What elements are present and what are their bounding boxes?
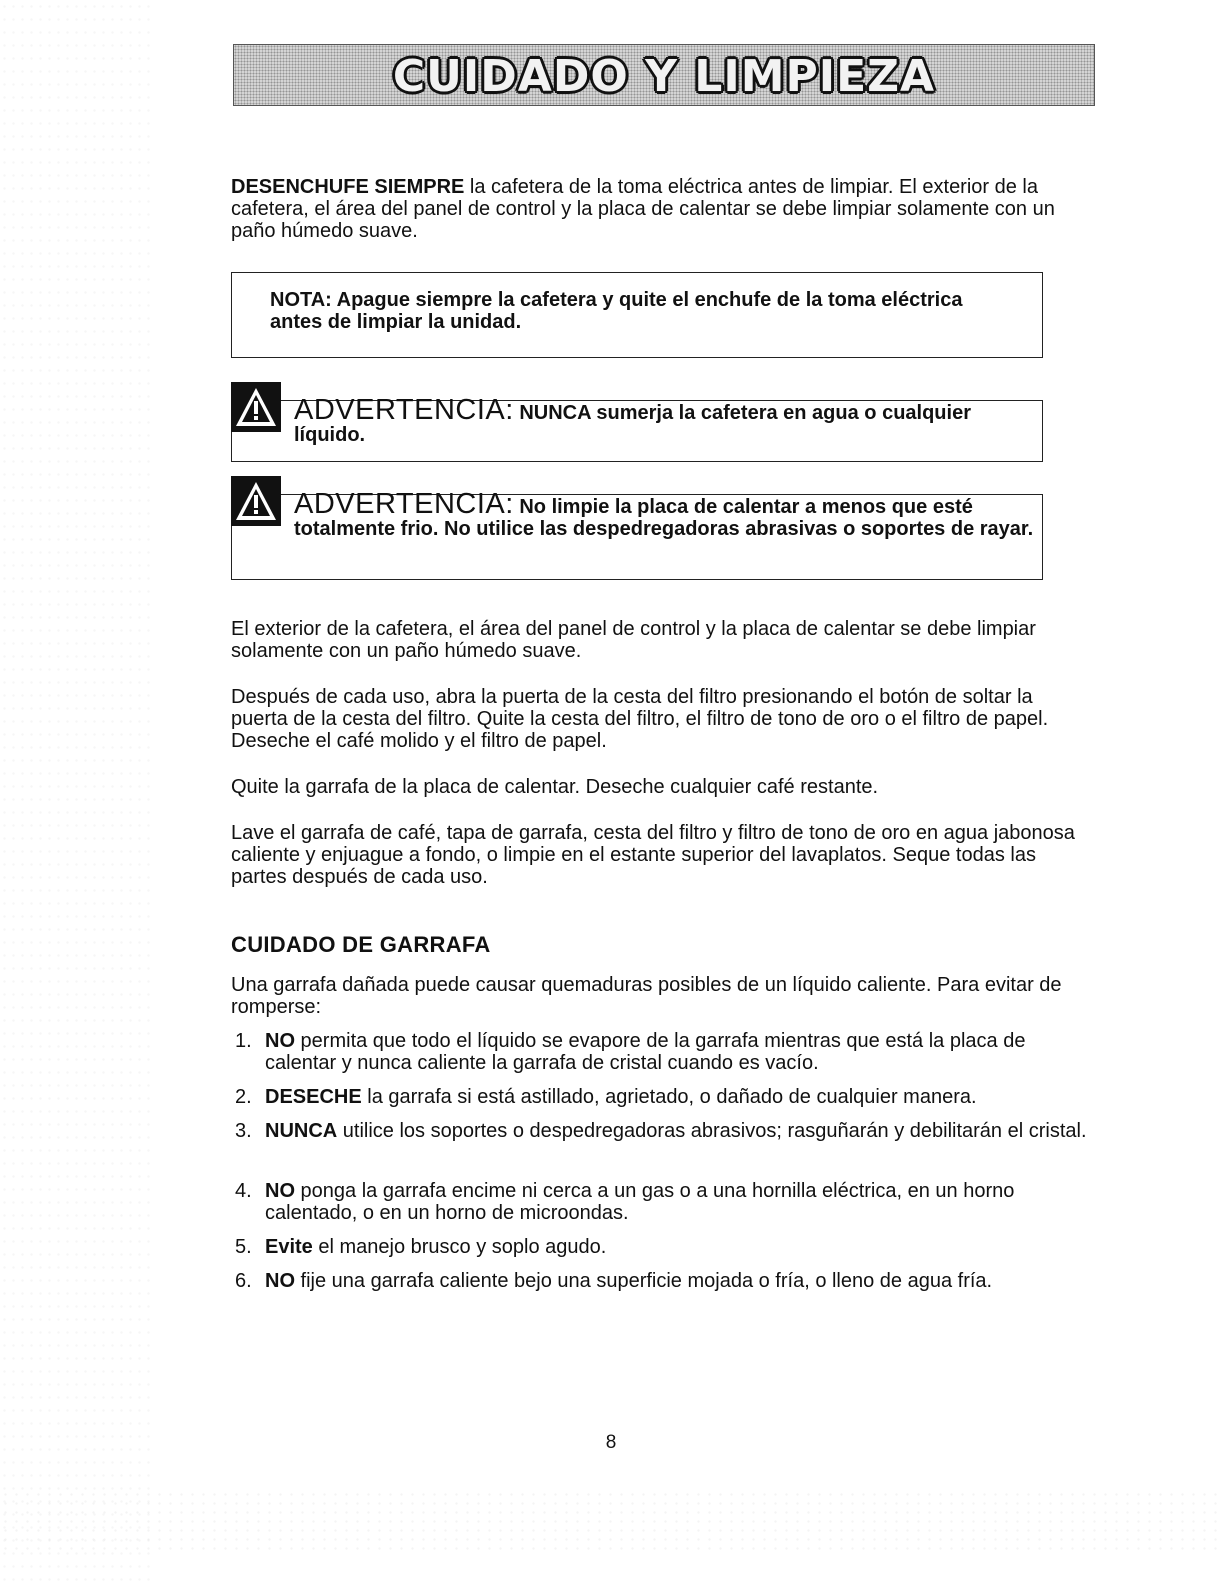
note-text: NOTA: Apague siempre la cafetera y quite el enchufe de la toma eléctrica antes de limpiar la unidad. bbox=[270, 289, 963, 333]
list-body-text: utilice los soportes o despedregadoras abrasivos; rasguñarán y debilitarán el cristal. bbox=[337, 1120, 1087, 1142]
note-box bbox=[231, 272, 1043, 358]
list-body-text: permita que todo el líquido se evapore de la garrafa mientras que está la placa de calentar y nunca caliente la garrafa de cristal cuando es vacío. bbox=[265, 1030, 1026, 1074]
warning-triangle-icon bbox=[231, 476, 281, 526]
warning-box-2 bbox=[231, 488, 1043, 580]
remove-carafe-paragraph: Quite la garrafa de la placa de calentar. Deseche cualquier café restante. bbox=[231, 776, 879, 798]
warning-body-2: No limpie la placa de calentar a menos que esté totalmente frio. No utilice las despedregadoras abrasivas o soportes de rayar. bbox=[294, 496, 1034, 540]
warning-label-2: ADVERTENCIA: bbox=[294, 488, 514, 520]
intro-paragraph bbox=[231, 176, 1081, 242]
warning-box-1 bbox=[231, 394, 1043, 462]
title-banner bbox=[233, 44, 1095, 106]
list-text bbox=[265, 1030, 1091, 1074]
list-lead: NO bbox=[265, 1180, 295, 1202]
list-text bbox=[265, 1236, 1091, 1258]
after-use-paragraph: Después de cada uso, abra la puerta de la cesta del filtro presionando el botón de soltar la puerta de la cesta del filtro. Quite la cesta del filtro, el filtro de tono de oro o el filtro de papel. Deseche el café molido y el filtro de papel. bbox=[231, 686, 1049, 752]
list-lead: Evite bbox=[265, 1236, 313, 1258]
list-body-text: fije una garrafa caliente bejo una superficie mojada o fría, o lleno de agua fría. bbox=[295, 1270, 993, 1292]
wash-paragraph: Lave el garrafa de café, tapa de garrafa, cesta del filtro y filtro de tono de oro en agua jabonosa caliente y enjuague a fondo, o limpie en el estante superior del lavaplatos. Seque todas las partes después de cada uso. bbox=[231, 822, 1075, 888]
list-lead: NUNCA bbox=[265, 1120, 338, 1142]
intro-lead: DESENCHUFE SIEMPRE bbox=[231, 176, 465, 198]
list-number: 4. bbox=[235, 1180, 252, 1202]
list-body-text: ponga la garrafa encime ni cerca a un gas o a una hornilla eléctrica, en un horno calentado, o en un horno de microondas. bbox=[265, 1180, 1015, 1224]
list-lead: NO bbox=[265, 1270, 295, 1292]
list-number: 6. bbox=[235, 1270, 252, 1292]
exterior-paragraph: El exterior de la cafetera, el área del panel de control y la placa de calentar se debe limpiar solamente con un paño húmedo suave. bbox=[231, 618, 1036, 662]
list-number: 1. bbox=[235, 1030, 252, 1052]
garrafa-intro: Una garrafa dañada puede causar quemaduras posibles de un líquido caliente. Para evitar de romperse: bbox=[231, 974, 1062, 1018]
list-body-text: la garrafa si está astillado, agrietado, o dañado de cualquier manera. bbox=[361, 1086, 977, 1108]
list-number: 2. bbox=[235, 1086, 252, 1108]
warning-text-2 bbox=[294, 488, 1034, 540]
intro-text: la cafetera de la toma eléctrica antes de limpiar. El exterior de la cafetera, el área del panel de control y la placa de calentar se debe limpiar solamente con un paño húmedo suave. bbox=[231, 176, 1055, 242]
warning-body-1: NUNCA sumerja la cafetera en agua o cualquier líquido. bbox=[294, 402, 971, 446]
list-lead: DESECHE bbox=[265, 1086, 362, 1108]
scan-speckle-left bbox=[0, 0, 150, 1584]
warning-triangle-icon bbox=[231, 382, 281, 432]
list-body-text: el manejo brusco y soplo agudo. bbox=[312, 1236, 607, 1258]
list-text bbox=[265, 1086, 1091, 1108]
list-text bbox=[265, 1180, 1091, 1224]
list-text bbox=[265, 1270, 1091, 1292]
list-number: 3. bbox=[235, 1120, 252, 1142]
warning-label-1: ADVERTENCIA: bbox=[294, 394, 514, 426]
list-lead: NO bbox=[265, 1030, 295, 1052]
section-heading-garrafa: CUIDADO DE GARRAFA bbox=[231, 932, 491, 957]
list-text bbox=[265, 1120, 1091, 1142]
page-number: 8 bbox=[605, 1432, 617, 1453]
warning-text-1 bbox=[294, 394, 1034, 446]
list-number: 5. bbox=[235, 1236, 252, 1258]
page-title: CUIDADO Y LIMPIEZA bbox=[392, 51, 936, 102]
scan-speckle-bottom bbox=[0, 1490, 1222, 1550]
